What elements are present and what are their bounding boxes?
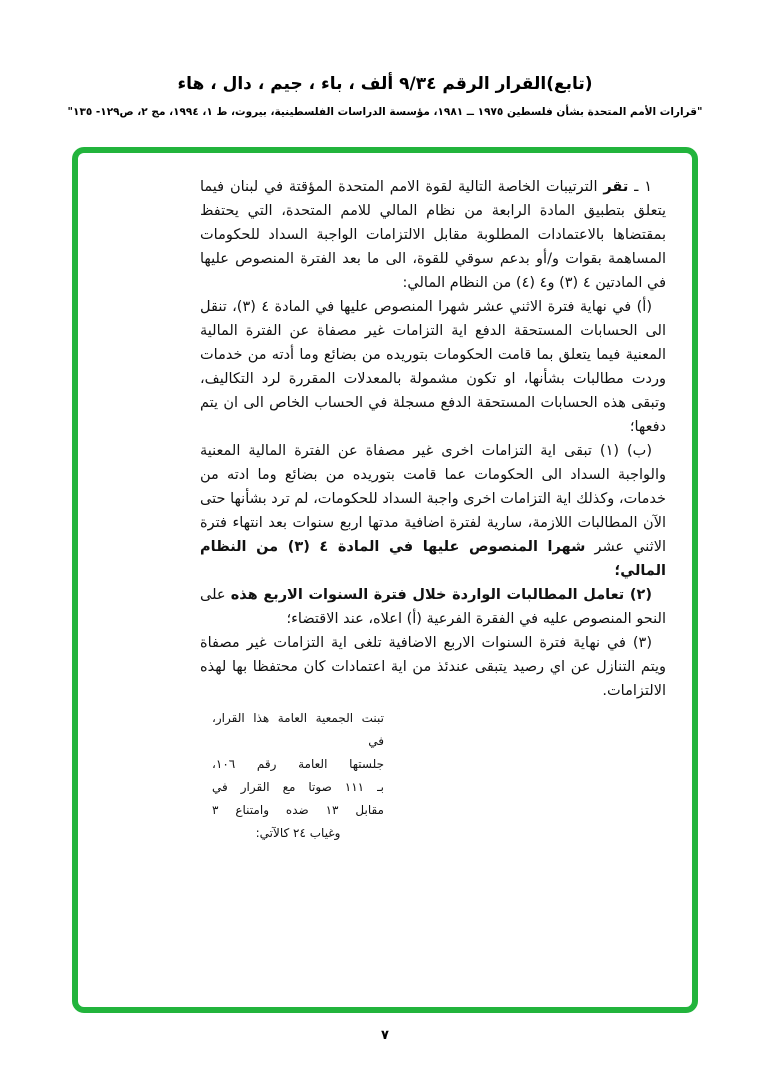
paragraph (200, 439, 666, 583)
adoption-line: مقابل ١٣ ضده وامتناع ٣ (212, 803, 384, 817)
adoption-line: تبنت الجمعية العامة هذا القرار، في (212, 711, 384, 748)
adoption-line: بـ ١١١ صوتا مع القرار في (212, 780, 384, 794)
text-run: (أ) في نهاية فترة الاثني عشر شهرا المنصوص عليها في المادة ٤ (٣)، تنقل الى الحسابات المستحقة الدفع اية التزامات غير مصفاة عن الفترة المالية المعنية فيما يتعلق بما قامت الحكومات بتوريده من بضائع وما أدته من خدمات وردت مطالبات بشأنها، او تكون مشمولة بالمعدلات المقررة لرد التكاليف، وتبقى هذه الحسابات المستحقة الدفع مسجلة في الحساب الخاص الى ان يتم دفعها؛ (200, 299, 666, 435)
adoption-line: جلستها العامة رقم ١٠٦، (212, 757, 384, 771)
body-text (200, 175, 666, 845)
text-run: الترتيبات الخاصة التالية لقوة الامم المتحدة المؤقتة في لبنان فيما يتعلق بتطبيق المادة الرابعة من نظام المالي للامم المتحدة، التي يحتفظ بمقتضاها بالاعتمادات المطلوبة مقابل الالتزامات الواجبة السداد للحكومات المساهمة بقوات و/أو بدعم سوقي للقوة، الى ما بعد الفترة المنصوص عليها في المادتين ٤ (٣) و٤ (٤) من النظام المالي: (200, 179, 666, 291)
adoption-line: وغياب ٢٤ كالآتي: (255, 826, 341, 840)
text-run: (ب) (١) تبقى اية التزامات اخرى غير مصفاة عن الفترة المالية المعنية والواجبة السداد الى الحكومات عما قامت بتوريده من بضائع وما ادته من خدمات، وكذلك اية التزامات اخرى واجبة السداد للحكومات، لم ترد بشأنها حتى الآن المطالبات اللازمة، سارية لفترة اضافية مدتها اربع سنوات بعد انتهاء فترة الاثني عشر (200, 443, 666, 555)
paragraph (200, 175, 666, 295)
paragraph (200, 631, 666, 703)
text-run: على النحو المنصوص عليه في الفقرة الفرعية (أ) اعلاه، عند الاقتضاء؛ (200, 587, 666, 627)
green-highlight-frame (72, 147, 698, 1013)
paragraph (200, 583, 666, 631)
paragraph (200, 295, 666, 439)
bold-run: تقر (603, 179, 629, 195)
source-citation: "قرارات الأمم المتحدة بشأن فلسطين ١٩٧٥ ــ ١٩٨١، مؤسسة الدراسات الفلسطينية، بيروت، ط ١، ١٩٩٤، مج ٢، ص١٢٩- ١٣٥" (67, 106, 703, 118)
bold-run: (٢) تعامل المطالبات الواردة خلال فترة السنوات الاربع هذه (230, 587, 652, 603)
text-run: ١ ـ (628, 179, 653, 195)
bold-run: شهرا المنصوص عليها في المادة ٤ (٣) من النظام المالي؛ (200, 539, 666, 579)
page-title: (تابع)القرار الرقم ٩/٣٤ ألف ، باء ، جيم ، دال ، هاء (177, 74, 593, 94)
adoption-note (212, 707, 384, 845)
text-run: (٣) في نهاية فترة السنوات الاربع الاضافية تلغى اية التزامات غير مصفاة ويتم التنازل عن اي رصيد يتبقى عندئذ من اية اعتمادات كان محتفظا بها لهذه الالتزامات. (200, 635, 666, 699)
page-number: ٧ (381, 1028, 389, 1043)
